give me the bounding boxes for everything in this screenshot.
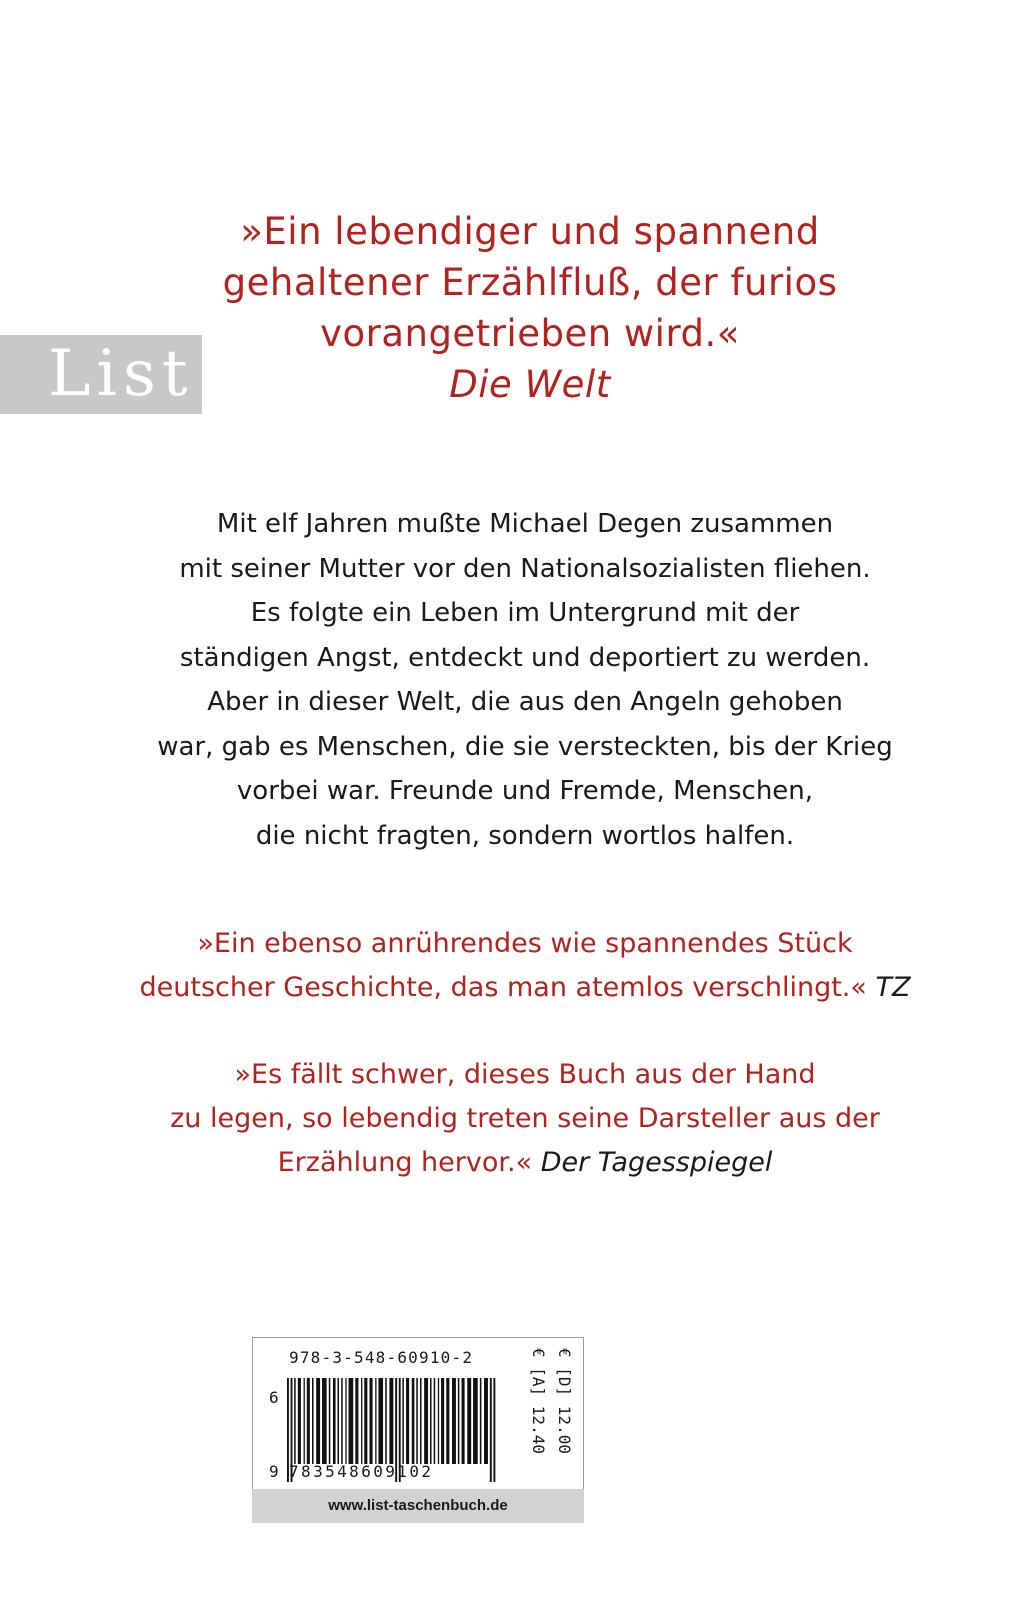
barcode-bar xyxy=(402,1378,404,1464)
barcode-bar xyxy=(406,1378,409,1464)
barcode-bar xyxy=(385,1378,387,1464)
barcode-bar xyxy=(364,1378,367,1464)
barcode-bar xyxy=(333,1378,336,1464)
barcode-bar xyxy=(349,1378,354,1464)
price-at: € [A] 12.40 xyxy=(529,1348,548,1454)
barcode-lead-digit-top: 6 xyxy=(269,1388,279,1407)
barcode-bar xyxy=(312,1378,314,1464)
barcode-bar xyxy=(355,1378,358,1464)
barcode-bar xyxy=(294,1378,296,1464)
barcode-bar xyxy=(361,1378,362,1464)
barcode-bar xyxy=(329,1378,331,1464)
barcode-bar xyxy=(452,1378,456,1464)
blurb-line: vorbei war. Freunde und Fremde, Menschen, xyxy=(236,776,814,806)
review-source: Der Tagesspiegel xyxy=(540,1147,773,1178)
review-tz xyxy=(130,922,920,1010)
top-quote-line: vorangetrieben wird.« xyxy=(320,312,740,355)
blurb-line: Aber in dieser Welt, die aus den Angeln gehoben xyxy=(207,687,843,717)
blurb-line: Mit elf Jahren mußte Michael Degen zusammen xyxy=(216,509,834,539)
book-blurb xyxy=(140,502,910,858)
blurb-line: mit seiner Mutter vor den Nationalsozialisten fliehen. xyxy=(179,553,871,584)
barcode-bar xyxy=(424,1378,428,1464)
blurb-line: war, gab es Menschen, die sie versteckten, bis der Krieg xyxy=(157,731,893,762)
review-text: Erzählung hervor.« xyxy=(277,1147,533,1178)
review-line: »Ein ebenso anrührendes wie spannendes Stück xyxy=(197,928,853,959)
barcode-bar xyxy=(420,1378,422,1464)
barcode-bar xyxy=(375,1378,376,1464)
barcode-bar xyxy=(441,1378,444,1464)
barcode-bar xyxy=(434,1378,436,1464)
publisher-website: www.list-taschenbuch.de xyxy=(252,1489,584,1523)
barcode-bar xyxy=(490,1378,492,1482)
review-line: »Es fällt schwer, dieses Buch aus der Hand xyxy=(234,1059,816,1090)
barcode-bar xyxy=(473,1378,478,1464)
review-text: deutscher Geschichte, das man atemlos verschlingt.« xyxy=(139,972,867,1003)
price-de: € [D] 12.00 xyxy=(555,1348,574,1454)
barcode-bar xyxy=(389,1378,393,1464)
review-tagesspiegel xyxy=(130,1053,920,1185)
barcode-bar xyxy=(378,1378,383,1464)
barcode-bar xyxy=(493,1378,495,1482)
barcode-digits: 783548609102 xyxy=(289,1462,434,1481)
review-line xyxy=(130,1141,920,1185)
barcode-bar xyxy=(462,1378,465,1464)
barcode-bar xyxy=(458,1378,460,1464)
publisher-logo: List xyxy=(0,335,202,414)
barcode-bar xyxy=(304,1378,305,1464)
top-quote-source: Die Welt xyxy=(449,363,611,406)
barcode-bar xyxy=(307,1378,310,1464)
barcode-bar xyxy=(370,1378,373,1464)
barcode-bar xyxy=(412,1378,415,1464)
isbn-text: 978-3-548-60910-2 xyxy=(289,1348,474,1367)
blurb-line: Es folgte ein Leben im Untergrund mit der xyxy=(250,598,800,628)
blurb-line: ständigen Angst, entdeckt und deportiert zu werden. xyxy=(179,642,871,673)
barcode-bar xyxy=(337,1378,339,1464)
barcode-bar xyxy=(446,1378,449,1464)
barcode-bar xyxy=(467,1378,471,1464)
barcode-bar xyxy=(298,1378,301,1464)
barcode-bar xyxy=(480,1378,482,1464)
barcode-bar xyxy=(322,1378,327,1464)
barcode-lead-digit-bottom: 9 xyxy=(269,1462,279,1481)
top-quote-line: gehaltener Erzählfluß, der furios xyxy=(222,261,838,304)
review-line xyxy=(130,966,920,1010)
barcode-bar xyxy=(341,1378,343,1464)
barcode-bar xyxy=(430,1378,432,1464)
review-source: TZ xyxy=(875,972,911,1003)
barcode-bar xyxy=(345,1378,346,1464)
barcode-bar xyxy=(438,1378,439,1464)
barcode-bar xyxy=(484,1378,488,1464)
blurb-line: die nicht fragten, sondern wortlos halfen. xyxy=(255,820,795,851)
price-block xyxy=(523,1348,577,1508)
top-quote xyxy=(150,206,910,410)
barcode-bar xyxy=(316,1378,320,1464)
top-quote-line: »Ein lebendiger und spannend xyxy=(240,210,820,253)
barcode-bar xyxy=(416,1378,418,1464)
review-line: zu legen, so lebendig treten seine Darsteller aus der xyxy=(170,1103,880,1134)
